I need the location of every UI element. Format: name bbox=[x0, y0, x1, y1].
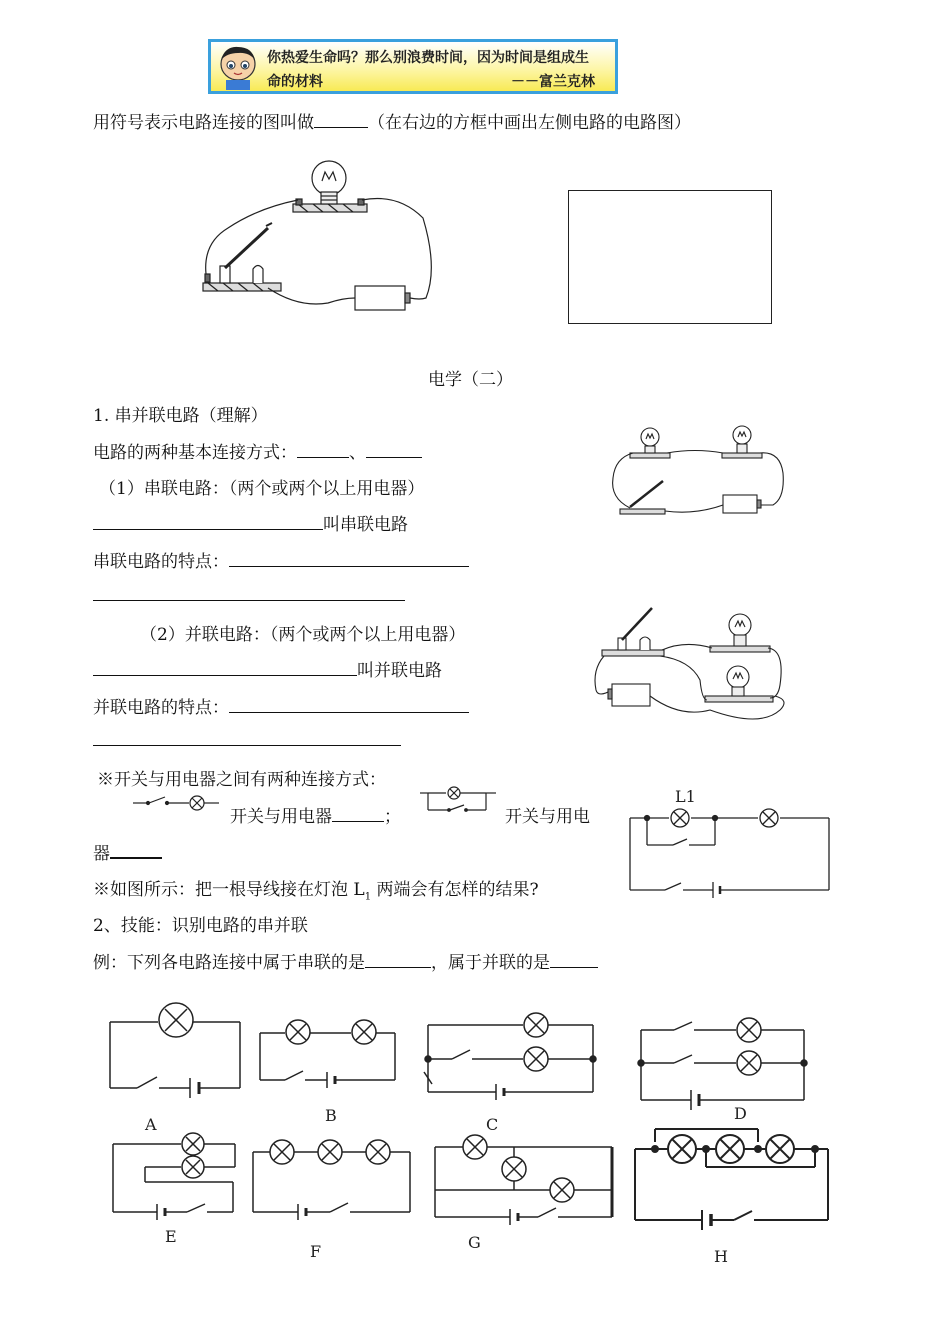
q2-example-mid: ，属于并联的是 bbox=[431, 953, 550, 973]
switch-b-blank[interactable] bbox=[110, 856, 162, 859]
circuit-picture-single-bulb bbox=[198, 148, 438, 338]
series-answer-blank[interactable] bbox=[365, 966, 431, 968]
two-ways-blank-2[interactable] bbox=[366, 456, 422, 458]
quote-line-2: 命的材料 bbox=[267, 74, 323, 90]
circuit-f-label: F bbox=[310, 1242, 322, 1261]
circuit-c-label: C bbox=[486, 1115, 499, 1134]
parallel-answer-blank[interactable] bbox=[550, 966, 598, 968]
intro-text-after: （在右边的方框中画出左侧电路的电路图） bbox=[368, 113, 691, 133]
q2-example-pre: 例：下列各电路连接中属于串联的是 bbox=[93, 953, 365, 973]
q2-example-line bbox=[93, 948, 598, 973]
parallel-feat-line bbox=[93, 693, 469, 718]
parallel-heading: （2）并联电路：（两个或两个以上用电器） bbox=[140, 625, 466, 645]
series-heading: （1）串联电路：（两个或两个以上用电器） bbox=[99, 479, 425, 499]
switch-note: ※开关与用电器之间有两种连接方式： bbox=[97, 770, 386, 790]
series-feat-line bbox=[93, 547, 469, 572]
parallel-feat-blank[interactable] bbox=[229, 711, 469, 713]
circuit-g-label: G bbox=[468, 1233, 481, 1252]
circuit-picture-parallel bbox=[590, 600, 805, 730]
circuit-d bbox=[636, 1015, 811, 1123]
quote-author: －－富兰克林 bbox=[511, 74, 595, 90]
wire-question-pre: ※如图所示：把一根导线接在灯泡 L bbox=[93, 880, 365, 900]
intro-blank[interactable] bbox=[314, 126, 368, 128]
intro-text-before: 用符号表示电路连接的图叫做 bbox=[93, 113, 314, 133]
series-def-line bbox=[93, 510, 408, 535]
parallel-feat-text: 并联电路的特点： bbox=[93, 698, 229, 718]
circuit-e bbox=[105, 1132, 245, 1252]
two-ways-text: 电路的两种基本连接方式： bbox=[93, 443, 297, 463]
two-ways-blank-1[interactable] bbox=[297, 456, 349, 458]
q2-heading: 2、技能：识别电路的串并联 bbox=[93, 916, 308, 936]
quote-banner bbox=[208, 39, 618, 94]
intro-line bbox=[93, 108, 691, 133]
circuit-d-label: D bbox=[734, 1104, 747, 1123]
switch-b-text: 开关与用电 bbox=[505, 807, 590, 827]
q1-heading: 1. 串并联电路（理解） bbox=[93, 406, 268, 426]
switch-b-text-2: 器 bbox=[93, 844, 110, 864]
circuit-a bbox=[105, 1000, 245, 1134]
switch-series-symbol bbox=[133, 793, 223, 813]
circuit-diagram-l1-short bbox=[625, 785, 840, 885]
cartoon-boy-icon bbox=[215, 44, 261, 92]
two-ways-line bbox=[93, 438, 422, 463]
series-def-blank[interactable] bbox=[93, 528, 323, 530]
section-title: 电学（二） bbox=[428, 370, 513, 390]
wire-question-post: 两端会有怎样的结果? bbox=[371, 880, 539, 900]
circuit-b-label: B bbox=[325, 1106, 337, 1125]
l1-label: L1 bbox=[675, 787, 696, 806]
circuit-a-label: A bbox=[145, 1115, 157, 1134]
circuit-e-label: E bbox=[165, 1227, 177, 1246]
circuit-picture-series bbox=[605, 423, 795, 518]
series-def-text: 叫串联电路 bbox=[323, 515, 408, 535]
wire-question-sub: 1 bbox=[364, 891, 372, 903]
parallel-feat-blank-2[interactable] bbox=[93, 745, 401, 746]
series-feat-blank[interactable] bbox=[229, 565, 469, 567]
switch-a-semicolon: ； bbox=[384, 807, 401, 827]
parallel-def-line bbox=[93, 656, 442, 681]
circuit-b bbox=[255, 1015, 405, 1125]
quote-line-1: 你热爱生命吗？那么别浪费时间，因为时间是组成生 bbox=[267, 50, 589, 66]
circuit-f bbox=[248, 1135, 418, 1260]
series-feat-text: 串联电路的特点： bbox=[93, 552, 229, 572]
circuit-h bbox=[630, 1122, 835, 1266]
switch-a-text: 开关与用电器 bbox=[230, 807, 332, 827]
wire-question bbox=[93, 875, 539, 902]
circuit-h-label: H bbox=[714, 1247, 728, 1266]
two-ways-sep: 、 bbox=[349, 443, 366, 463]
switch-a-blank[interactable] bbox=[332, 820, 384, 822]
switch-a-line bbox=[230, 802, 401, 827]
switch-b-line bbox=[93, 839, 162, 864]
parallel-def-text: 叫并联电路 bbox=[357, 661, 442, 681]
switch-parallel-symbol bbox=[420, 786, 502, 820]
series-feat-blank-2[interactable] bbox=[93, 600, 405, 601]
drawing-answer-box[interactable] bbox=[568, 190, 772, 324]
parallel-def-blank[interactable] bbox=[93, 674, 357, 676]
circuit-g bbox=[430, 1132, 615, 1252]
circuit-c bbox=[418, 1010, 603, 1135]
